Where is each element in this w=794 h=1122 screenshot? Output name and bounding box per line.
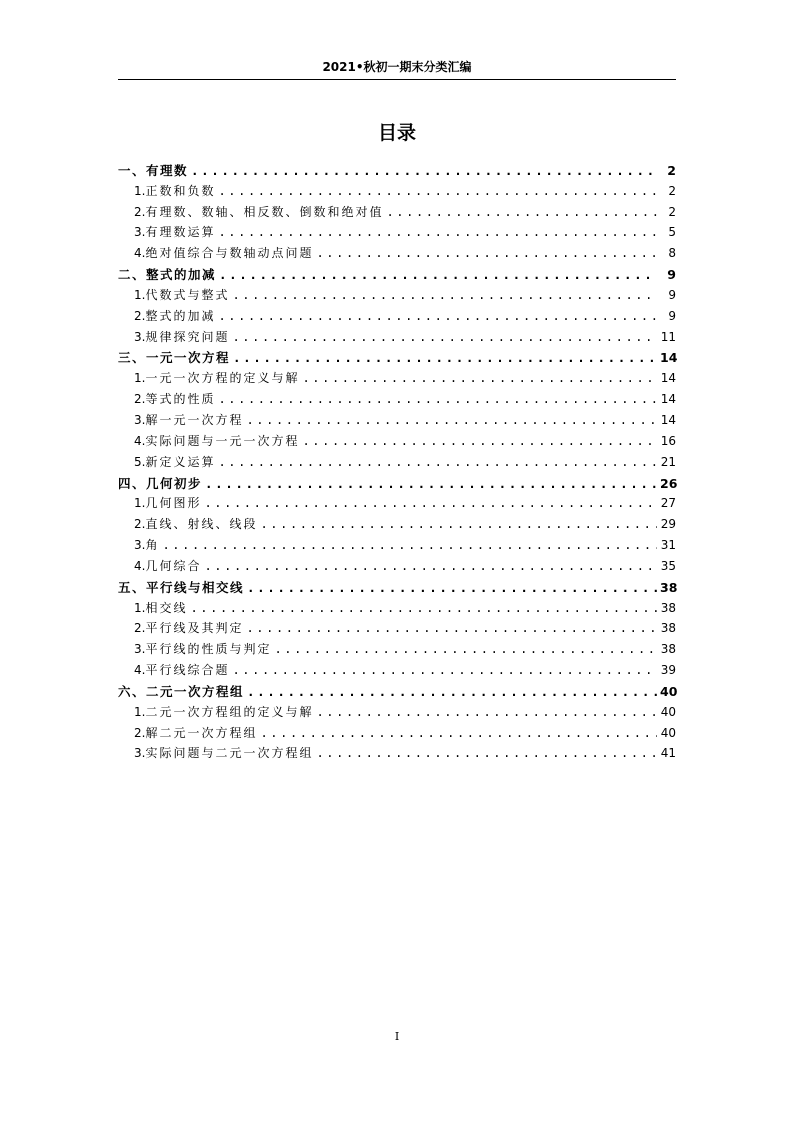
toc-entry-title: 一、有理数 <box>118 162 189 178</box>
toc-entry-number: 1. <box>134 287 146 302</box>
toc-entry-title: 代数式与整式 <box>145 287 230 302</box>
toc-page-number: 21 <box>660 454 676 469</box>
toc-entry-number: 2. <box>134 517 146 532</box>
toc-page-number: 16 <box>660 433 676 448</box>
toc-subsection[interactable] <box>118 178 676 199</box>
running-header: 2021•秋初一期末分类汇编 <box>322 60 472 74</box>
toc-page-number: 14 <box>660 412 676 427</box>
toc-chapter[interactable] <box>118 157 676 178</box>
toc-entry-title: 角 <box>145 538 160 553</box>
toc-page-number: 35 <box>660 558 676 573</box>
toc-subsection[interactable] <box>118 428 676 449</box>
toc-subsection[interactable] <box>118 199 676 220</box>
toc-entry-number: 4. <box>134 558 146 573</box>
toc-subsection[interactable] <box>118 553 676 574</box>
toc-page-number: 2 <box>668 183 676 198</box>
toc-chapter[interactable] <box>118 261 676 282</box>
toc-subsection[interactable] <box>118 532 676 553</box>
dot-leader <box>190 601 657 616</box>
toc-page-number: 29 <box>660 517 676 532</box>
toc-subsection[interactable] <box>118 303 676 324</box>
dot-leader <box>162 538 657 553</box>
toc-entry-title: 几何图形 <box>145 496 202 511</box>
toc-entry-title: 平行线综合题 <box>145 663 230 678</box>
toc-page-number: 38 <box>660 579 678 595</box>
toc-page-number: 38 <box>660 642 676 657</box>
toc-subsection[interactable] <box>118 407 676 428</box>
dot-leader <box>302 434 657 449</box>
toc-entry-title: 四、几何初步 <box>118 475 203 491</box>
toc-entry-title: 整式的加减 <box>145 308 216 323</box>
dot-leader <box>316 246 657 261</box>
toc-subsection[interactable] <box>118 324 676 345</box>
toc-chapter[interactable] <box>118 345 676 366</box>
toc-page-number: 9 <box>668 287 676 302</box>
toc-page-number: 2 <box>667 162 676 178</box>
toc-subsection[interactable] <box>118 616 676 637</box>
dot-leader <box>219 267 657 282</box>
toc-entry-title: 新定义运算 <box>145 454 216 469</box>
toc-subsection[interactable] <box>118 595 676 616</box>
dot-leader <box>233 350 657 365</box>
toc-page-number: 14 <box>660 392 676 407</box>
toc-entry-number: 4. <box>134 663 146 678</box>
toc-subsection[interactable] <box>118 657 676 678</box>
toc-page-number: 38 <box>660 600 676 615</box>
toc-subsection[interactable] <box>118 386 676 407</box>
dot-leader <box>386 205 657 220</box>
toc-entry-title: 平行线及其判定 <box>145 621 244 636</box>
toc-subsection[interactable] <box>118 365 676 386</box>
toc-page-number: 14 <box>660 371 676 386</box>
toc-entry-title: 一元一次方程的定义与解 <box>145 371 300 386</box>
toc-entry-title: 解一元一次方程 <box>145 412 244 427</box>
toc-entry-title: 有理数、数轴、相反数、倒数和绝对值 <box>145 204 384 219</box>
dot-leader <box>302 371 657 386</box>
toc-entry-title: 五、平行线与相交线 <box>118 579 245 595</box>
toc-page-number: 40 <box>660 683 678 699</box>
toc-entry-title: 直线、射线、线段 <box>145 517 258 532</box>
dot-leader <box>260 726 657 741</box>
toc-page-number: 8 <box>668 246 676 261</box>
toc-entry-title: 规律探究问题 <box>145 329 230 344</box>
toc-page-number: 40 <box>660 725 676 740</box>
dot-leader <box>191 163 657 178</box>
dot-leader <box>316 705 657 720</box>
toc-subsection[interactable] <box>118 282 676 303</box>
toc-entry-title: 几何综合 <box>145 558 202 573</box>
toc-subsection[interactable] <box>118 699 676 720</box>
toc-entry-number: 2. <box>134 308 146 323</box>
toc-entry-number: 4. <box>134 433 146 448</box>
toc-page-number: 5 <box>668 225 676 240</box>
toc-entry-title: 等式的性质 <box>145 392 216 407</box>
toc-entry-number: 2. <box>134 725 146 740</box>
header-divider <box>118 79 676 80</box>
dot-leader <box>232 663 657 678</box>
toc-entry-title: 有理数运算 <box>145 225 216 240</box>
page-title: 目录 <box>377 122 416 144</box>
toc-entry-number: 5. <box>134 454 146 469</box>
dot-leader <box>316 746 657 761</box>
toc-entry-number: 1. <box>134 496 146 511</box>
toc-entry-title: 正数和负数 <box>145 183 216 198</box>
toc-subsection[interactable] <box>118 636 676 657</box>
dot-leader <box>205 476 657 491</box>
toc-chapter[interactable] <box>118 574 676 595</box>
dot-leader <box>204 559 657 574</box>
toc-page-number: 31 <box>660 538 676 553</box>
toc-entry-number: 3. <box>134 225 146 240</box>
toc-entry-number: 3. <box>134 642 146 657</box>
toc-subsection[interactable] <box>118 449 676 470</box>
toc-entry-number: 1. <box>134 371 146 386</box>
toc-chapter[interactable] <box>118 470 676 491</box>
toc-entry-title: 六、二元一次方程组 <box>118 683 245 699</box>
toc-entry-title: 二、整式的加减 <box>118 267 217 283</box>
toc-entry-number: 3. <box>134 538 146 553</box>
toc-entry-number: 1. <box>134 600 146 615</box>
toc-entry-number: 1. <box>134 704 146 719</box>
dot-leader <box>247 684 657 699</box>
toc-page-number: 11 <box>660 329 676 344</box>
toc-entry-title: 绝对值综合与数轴动点问题 <box>145 246 314 261</box>
toc-subsection[interactable] <box>118 720 676 741</box>
toc-subsection[interactable] <box>118 511 676 532</box>
dot-leader <box>247 580 657 595</box>
toc-entry-number: 4. <box>134 246 146 261</box>
toc-subsection[interactable] <box>118 491 676 512</box>
dot-leader <box>232 288 657 303</box>
toc-page-number: 39 <box>660 663 676 678</box>
toc-page-number: 41 <box>660 746 676 761</box>
dot-leader <box>274 642 657 657</box>
dot-leader <box>218 184 657 199</box>
toc-entry-number: 3. <box>134 412 146 427</box>
dot-leader <box>246 413 657 428</box>
toc-chapter[interactable] <box>118 678 676 699</box>
dot-leader <box>218 392 657 407</box>
page-number: I <box>394 1030 400 1043</box>
dot-leader <box>204 496 657 511</box>
dot-leader <box>218 225 657 240</box>
toc-entry-number: 2. <box>134 621 146 636</box>
toc-subsection[interactable] <box>118 240 676 261</box>
toc-subsection[interactable] <box>118 741 676 762</box>
toc-entry-title: 二元一次方程组的定义与解 <box>145 704 314 719</box>
toc-entry-title: 实际问题与一元一次方程 <box>145 433 300 448</box>
toc-entry-number: 2. <box>134 204 146 219</box>
toc-entry-title: 实际问题与二元一次方程组 <box>145 746 314 761</box>
toc-entry-number: 1. <box>134 183 146 198</box>
toc-page-number: 2 <box>668 204 676 219</box>
toc-entry-title: 解二元一次方程组 <box>145 725 258 740</box>
dot-leader <box>246 621 657 636</box>
table-of-contents <box>118 157 676 761</box>
toc-page-number: 40 <box>660 704 676 719</box>
toc-entry-title: 三、一元一次方程 <box>118 350 231 366</box>
toc-entry-number: 3. <box>134 329 146 344</box>
toc-page-number: 14 <box>660 350 678 366</box>
toc-entry-title: 平行线的性质与判定 <box>145 642 272 657</box>
dot-leader <box>260 517 657 532</box>
toc-page-number: 9 <box>667 267 676 283</box>
toc-page-number: 38 <box>660 621 676 636</box>
toc-page-number: 9 <box>668 308 676 323</box>
dot-leader <box>218 455 657 470</box>
dot-leader <box>232 330 657 345</box>
toc-entry-number: 2. <box>134 392 146 407</box>
toc-page-number: 26 <box>660 475 678 491</box>
toc-entry-number: 3. <box>134 746 146 761</box>
toc-subsection[interactable] <box>118 220 676 241</box>
toc-page-number: 27 <box>660 496 676 511</box>
toc-entry-title: 相交线 <box>145 600 188 615</box>
dot-leader <box>218 309 657 324</box>
